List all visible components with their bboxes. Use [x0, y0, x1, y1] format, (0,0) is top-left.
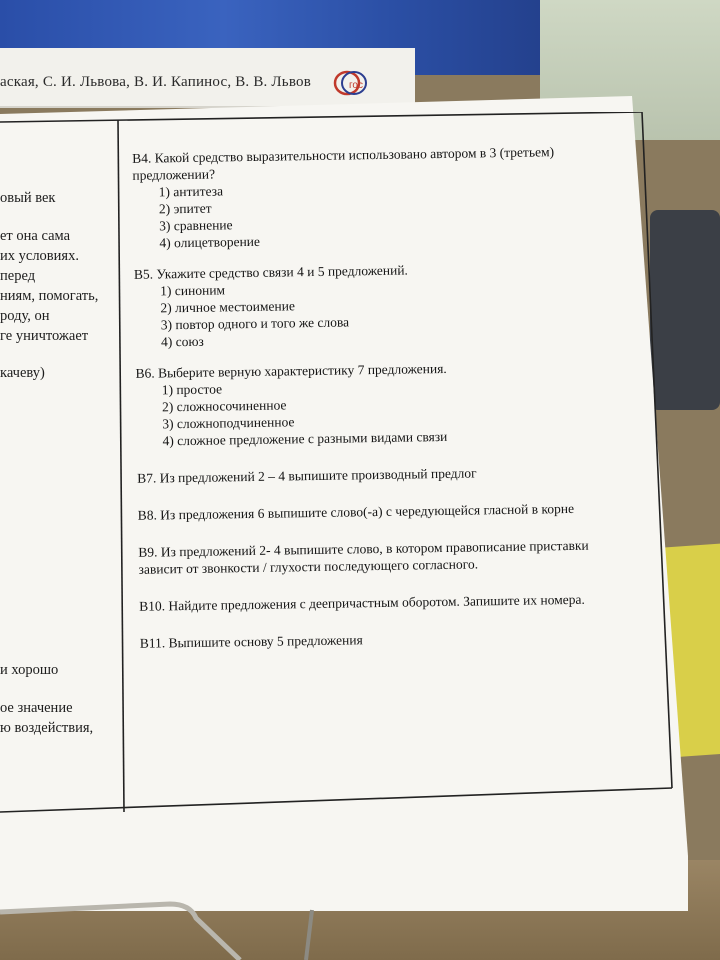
question-text: В9. Из предложений 2- 4 выпишите слово, в котором правописание приставки	[138, 537, 589, 560]
left-fragment: ю воздействия,	[0, 720, 94, 736]
answer-option: 3) сравнение	[159, 217, 233, 234]
answer-option: 3) сложноподчиненное	[162, 414, 295, 432]
left-fragment: ет она сама	[0, 228, 71, 244]
answer-option: 4) союз	[160, 333, 204, 350]
question-text: В11. Выпишите основу 5 предложения	[139, 632, 363, 651]
left-fragment: ниям, помогать,	[0, 288, 99, 304]
question-text: В7. Из предложений 2 – 4 выпишите производный предлог	[137, 465, 477, 486]
answer-option: 2) эпитет	[158, 200, 212, 217]
left-fragment: перед	[0, 268, 36, 284]
question-text: предложении?	[132, 166, 216, 183]
left-fragment: ге уничтожает	[0, 328, 89, 344]
question-b4	[132, 142, 664, 252]
question-text: В6. Выберите верную характеристику 7 предложения.	[135, 360, 447, 381]
answer-option: 1) синоним	[160, 282, 226, 299]
question-text: В5. Укажите средство связи 4 и 5 предложений.	[133, 262, 408, 282]
answer-option: 4) олицетворение	[159, 233, 261, 251]
question-text: зависит от звонкости / глухости последующего согласного.	[138, 556, 479, 577]
fgos-logo-text: гос	[349, 80, 363, 91]
question-b5	[134, 258, 665, 351]
answer-option: 3) повтор одного и того же слова	[160, 314, 350, 333]
question-text: В8. Из предложения 6 выпишите слово(-а) с чередующейся гласной в корне	[137, 500, 575, 523]
left-fragment: их условиях.	[0, 248, 79, 264]
answer-option: 2) личное местоимение	[160, 298, 296, 316]
left-column-fragments	[0, 190, 122, 750]
answer-option: 1) простое	[161, 381, 223, 398]
metal-stand	[0, 898, 720, 960]
left-fragment: роду, он	[0, 308, 50, 324]
question-text: В10. Найдите предложения с деепричастным оборотом. Запишите их номера.	[139, 591, 585, 614]
answer-option: 2) сложносочиненное	[161, 397, 287, 415]
questions-column	[122, 142, 670, 652]
left-fragment: ое значение	[0, 700, 73, 716]
question-text: В4. Какой средство выразительности использовано автором в 3 (третьем)	[132, 144, 555, 166]
answer-option: 1) антитеза	[158, 183, 224, 200]
left-fragment: овый век	[0, 190, 56, 206]
fgos-logo-icon	[330, 68, 378, 98]
question-b6	[135, 356, 666, 449]
answer-option: 4) сложное предложение с разными видами связи	[162, 428, 448, 449]
textbook-authors: аская, С. И. Львова, В. И. Капинос, В. В. Львов	[0, 74, 312, 90]
left-fragment: качеву)	[0, 365, 45, 381]
left-fragment: и хорошо	[0, 662, 59, 678]
